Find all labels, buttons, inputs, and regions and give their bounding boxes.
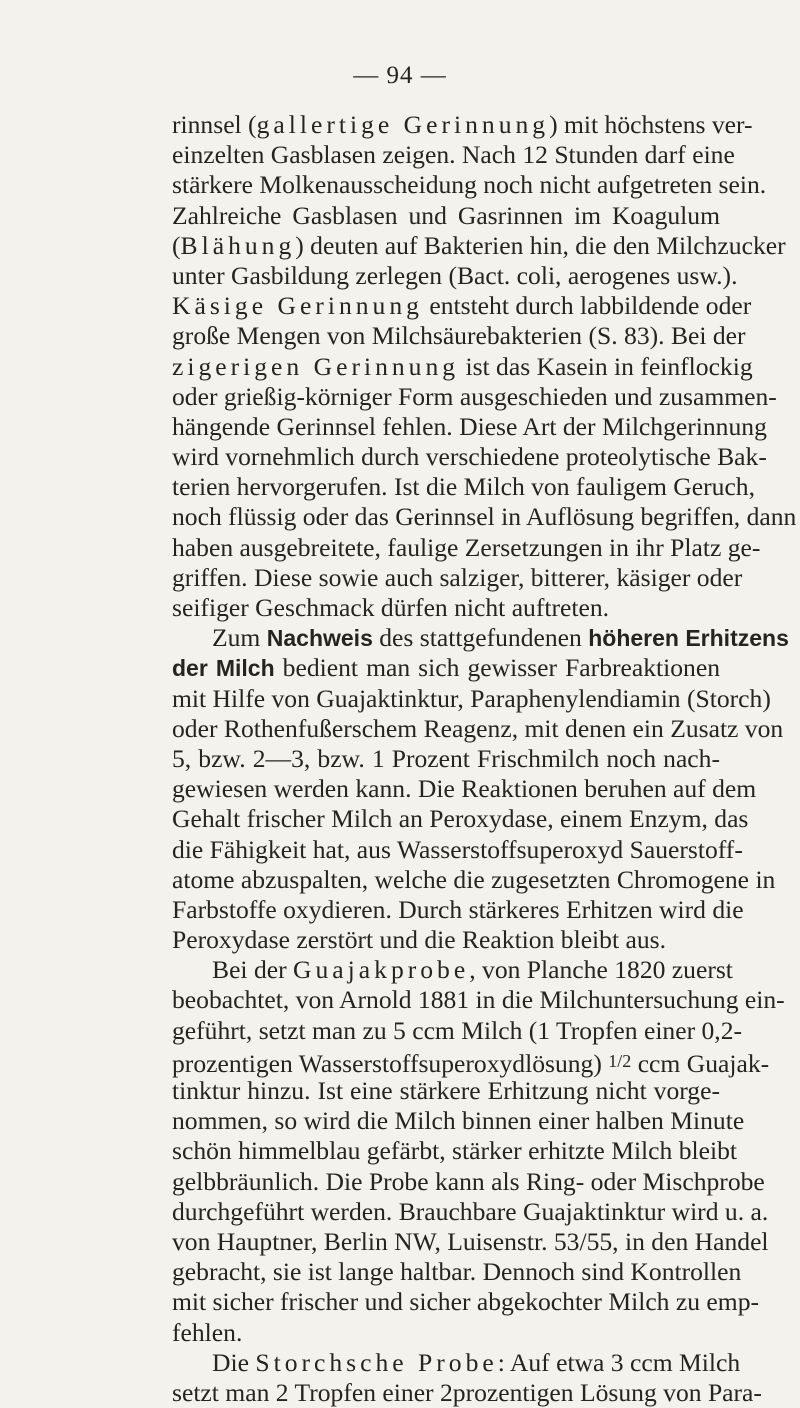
text-line: [172, 201, 720, 231]
text-line: [172, 230, 786, 261]
text-run: mit sicher frischer und sicher abgekochter Milch zu emp-: [172, 1287, 760, 1317]
text-line: [172, 683, 771, 714]
text-line: [172, 1166, 765, 1197]
text-run: ) deuten auf Bakterien hin, die den Milchzucker: [295, 230, 786, 260]
spaced-term: Storchsche Probe: [255, 1347, 498, 1377]
text-line: [172, 1106, 745, 1136]
text-line: [172, 1347, 741, 1378]
text-line: [172, 864, 776, 895]
text-run: entsteht durch labbildende oder: [422, 291, 752, 321]
text-run: Farbstoffe oxydieren. Durch stärkeres Erhitzen wird die: [172, 894, 744, 924]
text-run: nommen, so wird die Milch binnen einer halben Minute: [172, 1106, 745, 1136]
text-line: [172, 1287, 760, 1317]
text-line: [172, 1196, 769, 1227]
text-run: (: [172, 230, 181, 260]
text-run: oder grießig-körniger Form ausgeschieden und zusammen-: [172, 381, 777, 411]
text-line: [172, 653, 720, 683]
text-run: fehlen.: [172, 1317, 243, 1347]
text-line: [172, 140, 735, 170]
text-run: unter Gasbildung zerlegen (Bact. coli, aerogenes usw.).: [172, 260, 738, 290]
page-number: — 94 —: [353, 62, 447, 89]
text-line: [172, 955, 733, 985]
text-run: Zahlreiche Gasblasen und Gasrinnen im Koagulum: [172, 200, 720, 230]
text-run: setzt man 2 Tropfen einer 2prozentigen Lösung von Para-: [172, 1377, 762, 1407]
text-run: durchgeführt werden. Brauchbare Guajaktinktur wird u. a.: [172, 1196, 769, 1226]
text-run: ccm Guajak-: [631, 1048, 770, 1078]
bold-term: der Milch: [172, 655, 275, 682]
text-run: gewiesen werden kann. Die Reaktionen beruhen auf dem: [172, 774, 757, 804]
text-line: [172, 351, 753, 382]
text-line: [172, 623, 789, 653]
text-run: mit Hilfe von Guajaktinktur, Paraphenylendiamin (Storch): [172, 683, 771, 713]
text-run: schön himmelblau gefärbt, stärker erhitzte Milch bleibt: [172, 1136, 738, 1166]
text-run: ist das Kasein in feinflockig: [459, 351, 753, 381]
bold-term: Nachweis: [266, 625, 373, 652]
text-run: atome abzuspalten, welche die zugesetzten Chromogene in: [172, 864, 776, 894]
bold-term: höheren Erhitzens: [588, 625, 789, 652]
spaced-term: zigerigen Gerinnung: [172, 351, 460, 381]
text-run: große Mengen von Milchsäurebakterien (S. 83). Bei der: [172, 321, 746, 351]
text-line: [172, 1377, 762, 1408]
text-line: [172, 502, 797, 532]
text-run: : Auf etwa 3 ccm Milch: [497, 1347, 741, 1377]
text-run: noch flüssig oder das Gerinnsel in Auflösung begriffen, dann: [172, 502, 797, 532]
text-run: , von Planche 1820 zuerst: [469, 955, 733, 985]
spaced-term: Guajakprobe: [293, 955, 470, 985]
text-line: [172, 985, 785, 1015]
text-line: [172, 713, 784, 744]
text-run: oder Rothenfußerschem Reagenz, mit denen ein Zusatz von: [172, 713, 784, 743]
text-line: [172, 834, 743, 865]
text-line: [172, 442, 767, 472]
text-line: [172, 381, 777, 412]
spaced-term: Käsige Gerinnung: [172, 291, 423, 321]
text-run: Die: [212, 1347, 256, 1377]
text-run: bedient man sich gewisser Farbreaktionen: [274, 653, 720, 683]
text-run: 5, bzw. 2—3, bzw. 1 Prozent Frischmilch noch nach-: [172, 743, 720, 773]
text-run: die Fähigkeit hat, aus Wasserstoffsuperoxyd Sauerstoff-: [172, 834, 743, 864]
text-run: tinktur hinzu. Ist eine stärkere Erhitzung nicht vorge-: [172, 1076, 720, 1105]
text-run: seifiger Geschmack dürfen nicht auftreten.: [172, 593, 610, 622]
text-run: Bei der: [212, 955, 294, 985]
text-run: des stattgefundenen: [372, 623, 589, 653]
spaced-term: Blähung: [180, 230, 296, 260]
text-line: [172, 532, 761, 563]
body-text: [172, 110, 797, 1408]
text-run: ) mit höchstens ver-: [549, 110, 753, 139]
text-run: stärkere Molkenausscheidung noch nicht aufgetreten sein.: [172, 170, 767, 200]
text-run: haben ausgebreitete, faulige Zersetzungen in ihr Platz ge-: [172, 532, 761, 562]
text-line: [172, 774, 757, 804]
text-run: prozentigen Wasserstoffsuperoxydlösung): [172, 1048, 609, 1078]
text-run: Zum: [212, 623, 267, 653]
text-line: [172, 1136, 738, 1166]
text-run: beobachtet, von Arnold 1881 in die Milchuntersuchung ein-: [172, 985, 785, 1015]
text-run: einzelten Gasblasen zeigen. Nach 12 Stunden darf eine: [172, 140, 735, 170]
text-line: [172, 804, 749, 834]
text-line: [172, 260, 738, 291]
text-line: [172, 593, 720, 623]
text-line: [172, 925, 720, 955]
text-line: [172, 562, 743, 593]
text-run: gebracht, sie ist lange haltbar. Dennoch sind Kontrollen: [172, 1257, 742, 1287]
text-line: [172, 1046, 770, 1078]
text-line: [172, 744, 720, 774]
text-line: [172, 321, 746, 351]
text-run: wird vornehmlich durch verschiedene proteolytische Bak-: [172, 442, 767, 472]
text-run: hängende Gerinnsel fehlen. Diese Art der Milchgerinnung: [172, 411, 767, 441]
text-run: von Hauptner, Berlin NW, Luisenstr. 53/55, in den Handel: [172, 1226, 769, 1256]
text-run: Peroxydase zerstört und die Reaktion bleibt aus.: [172, 925, 666, 955]
text-run: terien hervorgerufen. Ist die Milch von fauligem Geruch,: [172, 472, 756, 502]
text-run: geführt, setzt man zu 5 ccm Milch (1 Tropfen einer 0,2-: [172, 1015, 743, 1045]
text-run: griffen. Diese sowie auch salziger, bitterer, käsiger oder: [172, 562, 743, 592]
text-line: [172, 472, 756, 502]
text-line: [172, 1015, 743, 1046]
text-run: Gehalt frischer Milch an Peroxydase, einem Enzym, das: [172, 804, 749, 834]
text-line: [172, 1226, 769, 1257]
fraction: 1/2: [608, 1050, 632, 1071]
text-line: [172, 291, 752, 321]
text-line: [172, 110, 753, 140]
text-line: [172, 894, 744, 925]
spaced-term: gallertige Gerinnung: [256, 110, 550, 139]
text-run: gelbbräunlich. Die Probe kann als Ring- oder Mischprobe: [172, 1166, 765, 1196]
text-line: [172, 1318, 720, 1348]
text-line: [172, 170, 767, 200]
text-line: [172, 411, 767, 442]
text-run: rinnsel (: [172, 110, 257, 139]
text-line: [172, 1257, 742, 1287]
text-line: [172, 1076, 720, 1106]
